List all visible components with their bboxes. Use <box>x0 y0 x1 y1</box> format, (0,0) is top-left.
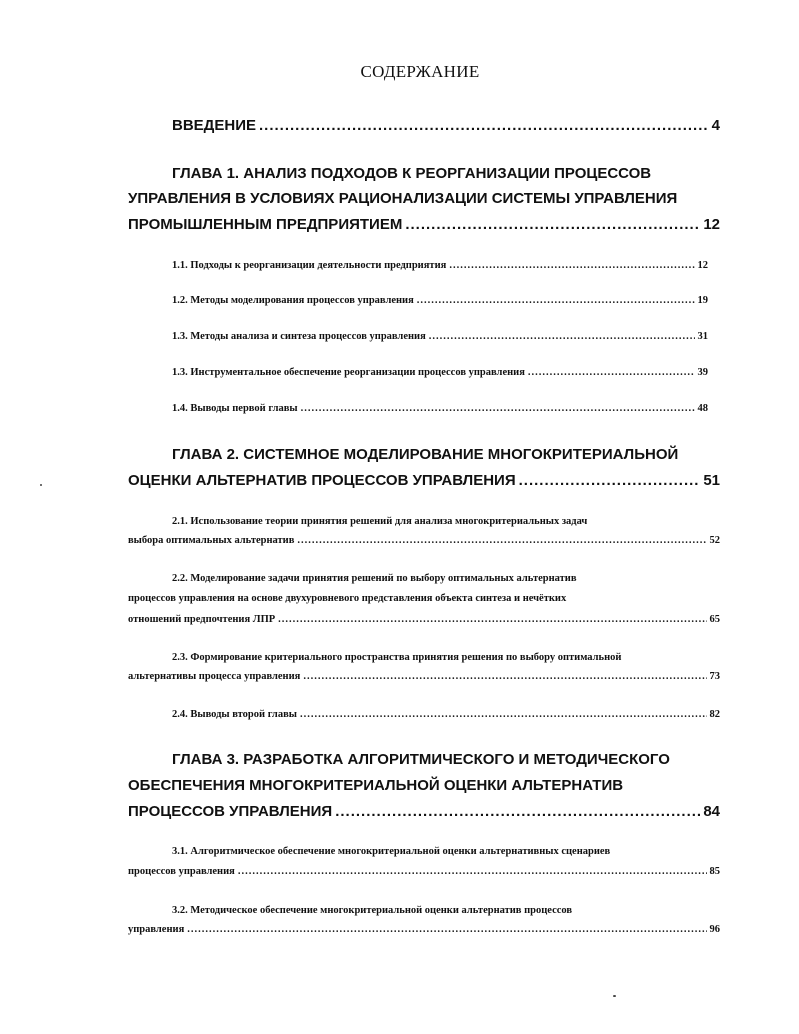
toc-chapter-2-line-2[interactable] <box>128 472 720 489</box>
dot-leader <box>300 709 707 720</box>
toc-section-2-2[interactable] <box>128 614 720 625</box>
toc-page-number: 31 <box>697 331 708 342</box>
toc-page-number: 19 <box>697 295 708 306</box>
dot-leader <box>405 216 700 233</box>
toc-entry-text: ВВЕДЕНИЕ <box>172 117 256 134</box>
toc-page-number: 12 <box>703 216 720 233</box>
toc-section-1-4[interactable] <box>172 403 708 414</box>
toc-page-number: 51 <box>703 472 720 489</box>
toc-section-1-3b[interactable] <box>172 367 708 378</box>
toc-page-number: 84 <box>703 803 720 820</box>
dot-leader <box>238 866 707 877</box>
toc-section-1-1[interactable] <box>172 260 708 271</box>
toc-chapter-1-line-3[interactable] <box>128 216 720 233</box>
toc-entry-text: 1.1. Подходы к реорганизации деятельности предприятия <box>172 260 447 271</box>
toc-entry-text: 2.4. Выводы второй главы <box>172 709 297 720</box>
dot-leader <box>278 614 706 625</box>
toc-entry-text: альтернативы процесса управления <box>128 671 301 682</box>
dot-leader <box>429 331 695 342</box>
dot-leader <box>335 803 700 820</box>
toc-section-2-3[interactable] <box>128 671 720 682</box>
toc-section-2-1[interactable] <box>128 535 720 546</box>
toc-section-1-3[interactable] <box>172 331 708 342</box>
toc-entry-text: управления <box>128 924 185 935</box>
toc-entry-text: выбора оптимальных альтернатив <box>128 535 295 546</box>
toc-entry-text: процессов управления <box>128 866 235 877</box>
toc-entry-text: 1.4. Выводы первой главы <box>172 403 298 414</box>
toc-section-3-2[interactable] <box>128 924 720 935</box>
dot-leader <box>187 924 706 935</box>
scan-speck <box>613 995 616 997</box>
scan-speck <box>40 484 42 486</box>
toc-section-2-2-line-1[interactable]: 2.2. Моделирование задачи принятия решений по выбору оптимальных альтернатив <box>172 573 577 584</box>
toc-section-2-4[interactable] <box>172 709 720 720</box>
toc-entry-text: 1.3. Инструментальное обеспечение реорганизации процессов управления <box>172 367 525 378</box>
toc-title: СОДЕРЖАНИЕ <box>360 62 480 81</box>
toc-entry-text: ПРОМЫШЛЕННЫМ ПРЕДПРИЯТИЕМ <box>128 216 403 233</box>
toc-page-number: 4 <box>711 117 720 134</box>
toc-entry-text: 1.2. Методы моделирования процессов управления <box>172 295 414 306</box>
dot-leader <box>301 403 695 414</box>
dot-leader <box>528 367 695 378</box>
toc-section-2-2-line-2[interactable]: процессов управления на основе двухуровневого представления объекта синтеза и нечётких <box>128 593 567 604</box>
toc-entry-text: ОЦЕНКИ АЛЬТЕРНАТИВ ПРОЦЕССОВ УПРАВЛЕНИЯ <box>128 472 516 489</box>
toc-page-number: 52 <box>709 535 720 546</box>
dot-leader <box>519 472 701 489</box>
toc-section-2-3-line-1[interactable]: 2.3. Формирование критериального пространства принятия решения по выбору оптимальной <box>172 652 622 663</box>
toc-chapter-3-line-2[interactable]: ОБЕСПЕЧЕНИЯ МНОГОКРИТЕРИАЛЬНОЙ ОЦЕНКИ АЛЬТЕРНАТИВ <box>128 777 624 794</box>
toc-chapter-2-line-1[interactable]: ГЛАВА 2. СИСТЕМНОЕ МОДЕЛИРОВАНИЕ МНОГОКРИТЕРИАЛЬНОЙ <box>172 446 679 463</box>
dot-leader <box>449 260 694 271</box>
toc-entry-text: 1.3. Методы анализа и синтеза процессов управления <box>172 331 426 342</box>
dot-leader <box>259 117 709 134</box>
toc-entry-text: ПРОЦЕССОВ УПРАВЛЕНИЯ <box>128 803 333 820</box>
toc-page-number: 82 <box>709 709 720 720</box>
toc-page-number: 73 <box>709 671 720 682</box>
toc-chapter-1-line-2[interactable]: УПРАВЛЕНИЯ В УСЛОВИЯХ РАЦИОНАЛИЗАЦИИ СИСТЕМЫ УПРАВЛЕНИЯ <box>128 190 678 207</box>
toc-page-number: 39 <box>697 367 708 378</box>
toc-section-1-2[interactable] <box>172 295 708 306</box>
dot-leader <box>297 535 706 546</box>
toc-chapter-1-line-1[interactable]: ГЛАВА 1. АНАЛИЗ ПОДХОДОВ К РЕОРГАНИЗАЦИИ ПРОЦЕССОВ <box>172 165 652 182</box>
toc-page-number: 96 <box>709 924 720 935</box>
toc-page-number: 12 <box>697 260 708 271</box>
toc-page-number: 65 <box>709 614 720 625</box>
toc-entry-text: отношений предпочтения ЛПР <box>128 614 276 625</box>
toc-section-3-1[interactable] <box>128 866 720 877</box>
toc-entry-intro[interactable] <box>172 117 720 134</box>
dot-leader <box>417 295 695 306</box>
toc-page-number: 48 <box>697 403 708 414</box>
toc-section-3-2-line-1[interactable]: 3.2. Методическое обеспечение многокритериальной оценки альтернатив процессов <box>172 905 573 916</box>
toc-page-number: 85 <box>709 866 720 877</box>
toc-chapter-3-line-1[interactable]: ГЛАВА 3. РАЗРАБОТКА АЛГОРИТМИЧЕСКОГО И МЕТОДИЧЕСКОГО <box>172 751 670 768</box>
toc-section-2-1-line-1[interactable]: 2.1. Использование теории принятия решений для анализа многокритериальных задач <box>172 516 588 527</box>
toc-chapter-3-line-3[interactable] <box>128 803 720 820</box>
toc-section-3-1-line-1[interactable]: 3.1. Алгоритмическое обеспечение многокритериальной оценки альтернативных сценариев <box>172 846 611 857</box>
dot-leader <box>303 671 706 682</box>
